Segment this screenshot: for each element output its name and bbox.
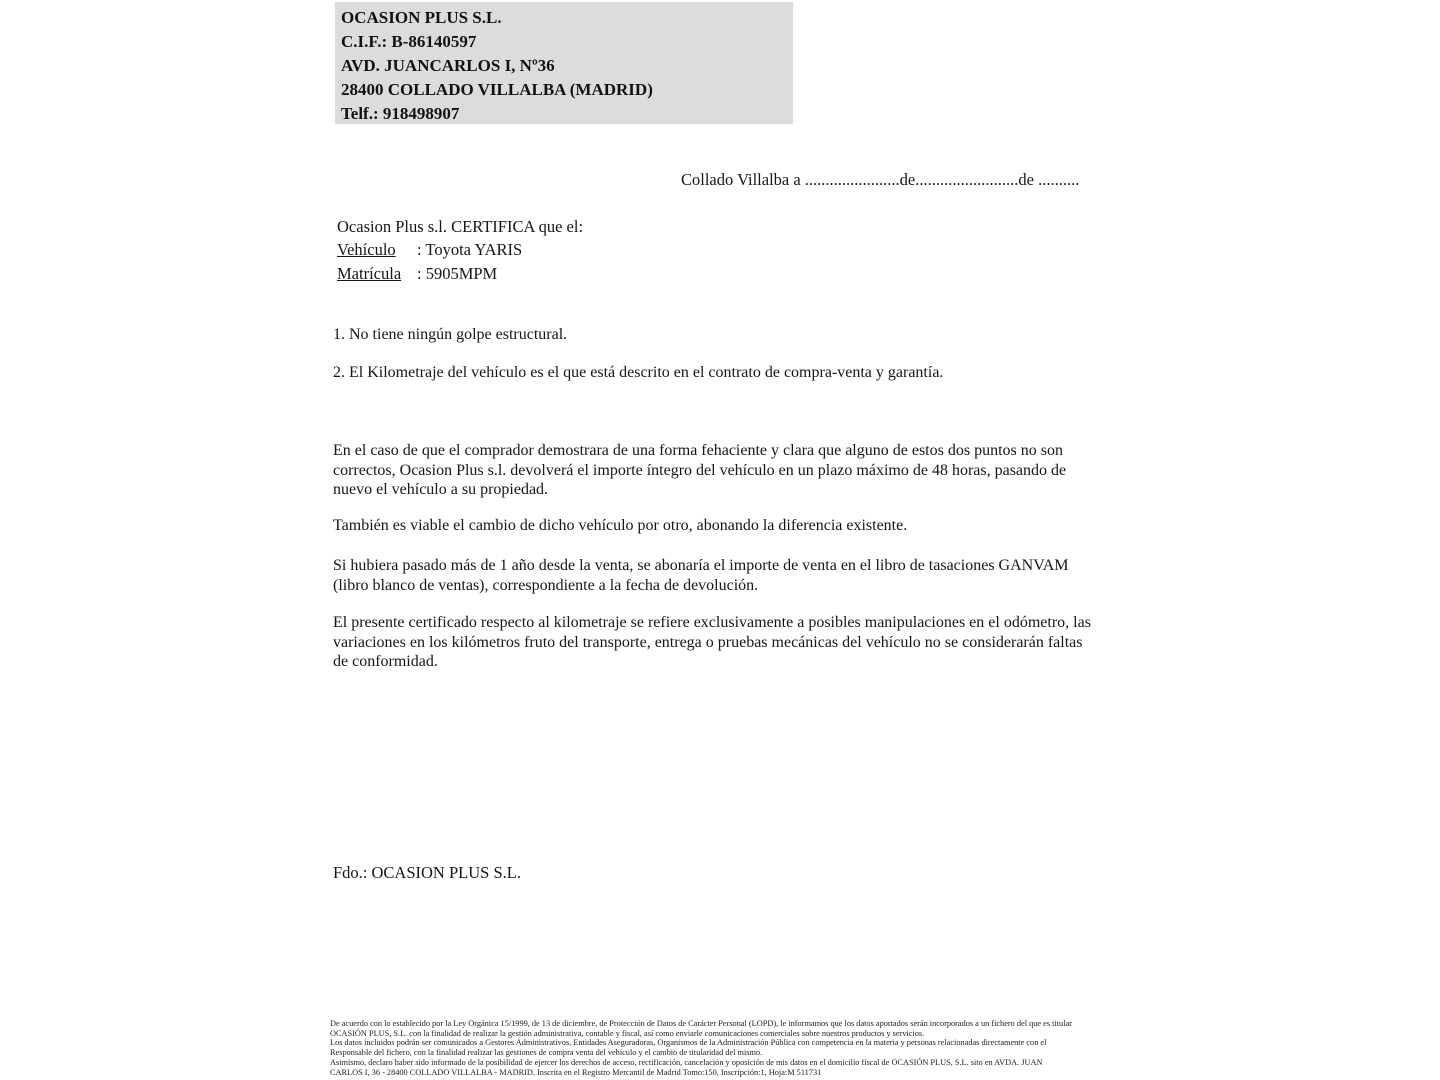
- company-address: AVD. JUANCARLOS I, Nº36: [341, 56, 555, 75]
- point-2: 2. El Kilometraje del vehículo es el que está descrito en el contrato de compra-venta y garantía.: [333, 364, 944, 381]
- company-phone: Telf.: 918498907: [341, 104, 460, 123]
- paragraph-ganvam: Si hubiera pasado más de 1 año desde la venta, se abonaría el importe de venta en el libro de tasaciones GANVAM (libro blanco de ventas), correspondiente a la fecha de devolución.: [333, 557, 1069, 594]
- legal-line: OCASIÓN PLUS, S.L. con la finalidad de realizar la gestión administrativa, contable y fiscal, así como enviarle comunicaciones comerciales sobre nuestros productos y servicios.: [330, 1028, 925, 1038]
- point-1: 1. No tiene ningún golpe estructural.: [333, 326, 568, 343]
- signature-line: Fdo.: OCASION PLUS S.L.: [333, 863, 521, 882]
- legal-line: De acuerdo con lo establecido por la Ley Orgánica 15/1999, de 13 de diciembre, de Protección de Datos de Carácter Personal (LOPD), le informamos que los datos aportados serán incorporados a un fichero del que es titular: [330, 1019, 1072, 1028]
- company-cif: C.I.F.: B-86140597: [341, 32, 477, 51]
- legal-line: CARLOS I, 36 - 28400 COLLADO VILLALBA - MADRID. Inscrita en el Registro Mercantil de Madrid Tomo:150, Inscripción:1, Hoja:M 511731: [330, 1067, 822, 1077]
- date-line: Collado Villalba a .......................de.........................de ..........: [681, 170, 1080, 189]
- company-header-box: [335, 2, 793, 124]
- company-name: OCASION PLUS S.L.: [341, 8, 502, 27]
- paragraph-odometer: El presente certificado respecto al kilometraje se refiere exclusivamente a posibles manipulaciones en el odómetro, las variaciones en los kilómetros fruto del transporte, entrega o pruebas mecánicas del vehículo no se considerarán faltas de conformidad.: [333, 614, 1091, 670]
- plate-value: : 5905MPM: [417, 263, 498, 283]
- legal-line: Responsable del fichero, con la finalidad realizar las gestiones de compra venta del vehículo y el cambio de titularidad del mismo.: [330, 1048, 763, 1058]
- vehicle-label: Vehículo: [337, 240, 396, 260]
- vehicle-value: : Toyota YARIS: [417, 240, 523, 260]
- legal-line: Los datos incluidos podrán ser comunicados a Gestores Administrativos, Entidades Aseguradoras, Organismos de la Administración Pública con competencia en la materia y personas relacionadas directamente con el: [330, 1038, 1047, 1048]
- legal-line: Asimismo, declaro haber sido informado de la posibilidad de ejercer los derechos de acceso, rectificación, cancelación y oposición de mis datos en el domicilio fiscal de OCASIÓN PLUS, S.L. sito en AVDA. JUAN: [330, 1057, 1043, 1067]
- paragraph-refund: En el caso de que el comprador demostrara de una forma fehaciente y clara que alguno de estos dos puntos no son correctos, Ocasion Plus s.l. devolverá el importe íntegro del vehículo en un plazo máximo de 48 horas, pasando de nuevo el vehículo a su propiedad.: [333, 442, 1067, 498]
- plate-row: [337, 262, 583, 285]
- legal-fine-print: [330, 1019, 1120, 1077]
- certification-intro: Ocasion Plus s.l. CERTIFICA que el:: [337, 217, 584, 236]
- paragraph-exchange: También es viable el cambio de dicho vehículo por otro, abonando la diferencia existente.: [333, 517, 908, 534]
- vehicle-row: [337, 238, 583, 261]
- plate-label: Matrícula: [337, 263, 402, 283]
- certification-block: [337, 215, 583, 285]
- company-city: 28400 COLLADO VILLALBA (MADRID): [341, 80, 653, 99]
